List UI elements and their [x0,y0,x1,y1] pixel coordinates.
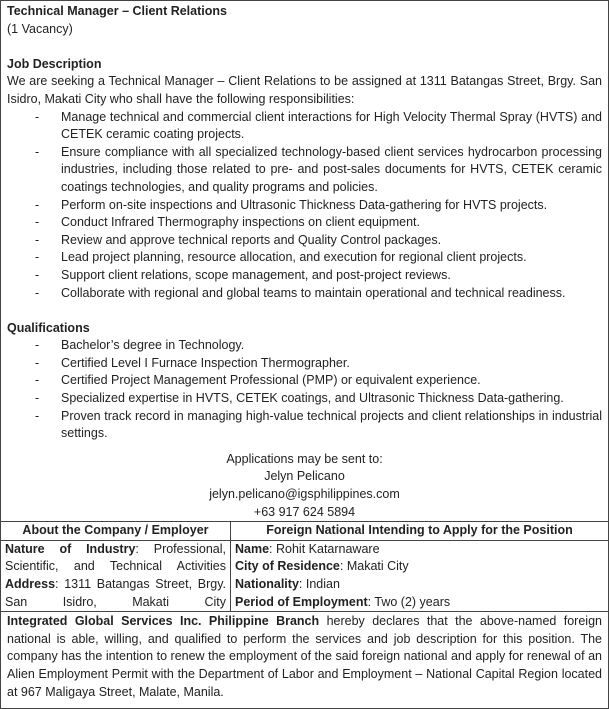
employer-details [1,540,231,611]
list-item: - Manage technical and commercial client interactions for High Velocity Thermal Spray (HVTS) and CETEK ceramic coating projects. [35,109,602,144]
list-item: - Collaborate with regional and global teams to maintain operational and technical readiness. [35,285,602,303]
position-title: Technical Manager – Client Relations [7,4,227,18]
list-item: - Review and approve technical reports and Quality Control packages. [35,232,602,250]
qualifications-heading: Qualifications [7,320,90,335]
list-item: - Certified Level I Furnace Inspection Thermographer. [35,355,602,373]
contact-intro: Applications may be sent to: [226,451,383,466]
list-item: - Lead project planning, resource allocation, and execution for regional client projects. [35,249,602,267]
list-item: - Support client relations, scope management, and post-project reviews. [35,267,602,285]
job-description-heading: Job Description [7,56,102,71]
list-item: - Perform on-site inspections and Ultrasonic Thickness Data-gathering for HVTS projects. [35,197,602,215]
declaration [1,612,608,701]
job-description-intro: We are seeking a Technical Manager – Client Relations to be assigned at 1311 Batangas Street, Brgy. San Isidro, Makati City who shall have the following responsibilities: [7,74,602,106]
contact-block [7,451,602,521]
responsibilities-list [7,109,602,303]
declaring-company: Integrated Global Services Inc. Philippine Branch [7,614,320,629]
employer-column-header: About the Company / Employer [1,522,231,541]
declaration-text: hereby declares that the above-named foreign national is able, willing, and qualified to perform the services and job description for this position. The company has the intention to renew the employment of the said foreign national and apply for renewal of an Alien Employment Permit with the Department of Labor and Employment – National Capital Region located at 967 Maligaya Street, Malate, Manila. [7,614,602,699]
list-item: - Conduct Infrared Thermography inspections on client equipment. [35,214,602,232]
job-details [1,1,608,521]
employer-address: Address: 1311 Batangas Street, Brgy. San Isidro, Makati City [5,577,226,609]
list-item: - Bachelor’s degree in Technology. [35,337,602,355]
foreign-national-details [231,540,609,611]
foreign-national-column-header: Foreign National Intending to Apply for the Position [231,522,609,541]
nature-of-industry: Nature of Industry: Professional, Scientific, and Technical Activities [5,541,226,574]
contact-email[interactable]: jelyn.pelicano@igsphilippines.com [209,487,400,502]
national-name: Name: Rohit Katarnaware [235,541,380,556]
employment-info-table [1,521,608,612]
qualifications-list [7,337,602,443]
list-item: - Proven track record in managing high-value technical projects and client relationships in industrial settings. [35,408,602,443]
contact-name: Jelyn Pelicano [264,469,345,484]
list-item: - Certified Project Management Professional (PMP) or equivalent experience. [35,372,602,390]
vacancy-count: (1 Vacancy) [7,21,73,36]
city-of-residence: City of Residence: Makati City [235,559,409,574]
period-of-employment: Period of Employment: Two (2) years [235,594,451,609]
list-item: - Ensure compliance with all specialized technology-based client services hydrocarbon processing industries, including those related to pre- and post-sales documents for HVTS, CETEK ceramic coatings technologies, and quality programs and policies. [35,144,602,197]
contact-phone[interactable]: +63 917 624 5894 [253,504,356,519]
list-item: - Specialized expertise in HVTS, CETEK coatings, and Ultrasonic Thickness Data-gathering. [35,390,602,408]
nationality: Nationality: Indian [235,577,340,591]
